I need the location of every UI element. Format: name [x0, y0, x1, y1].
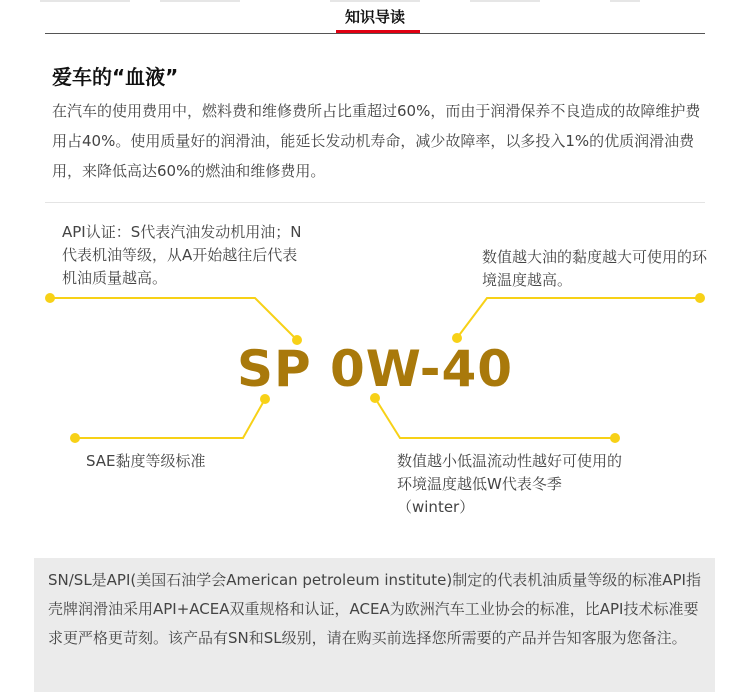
connector-api: [50, 298, 297, 340]
note-box: [34, 558, 715, 692]
section-heading: 爱车的“血液”: [52, 65, 179, 89]
callout-high-viscosity: 数值越大油的黏度越大可使用的环境温度越高。: [482, 248, 708, 289]
callout-api: API认证：S代表汽油发动机用油；N代表机油等级，从A开始越往后代表机油质量越高。: [62, 223, 302, 287]
connector-sae: [75, 399, 265, 438]
callout-winter: 数值越小低温流动性越好可使用的环境温度越低W代表冬季（winter）: [397, 452, 623, 516]
connector-high-viscosity: [457, 298, 700, 338]
callout-sae: SAE黏度等级标准: [86, 452, 206, 470]
dot-sae-end: [70, 433, 80, 443]
intro-paragraph: 在汽车的使用费用中，燃料费和维修费所占比重超过60%，而由于润滑保养不良造成的故障维护费用占40%。使用质量好的润滑油，能延长发动机寿命，减少故障率，以多投入1%的优质润滑油费用，来降低高达60%的燃油和维修费用。: [52, 102, 701, 180]
dot-high-viscosity-end: [695, 293, 705, 303]
header-title: 知识导读: [344, 8, 405, 26]
dot-api-end: [45, 293, 55, 303]
dot-winter-end: [610, 433, 620, 443]
note-text: SN/SL是API(美国石油学会American petroleum institute)制定的代表机油质量等级的标准API指壳牌润滑油采用API+ACEA双重规格和认证，ACEA为欧洲汽车工业协会的标准，比API技术标准要求更严格更苛刻。该产品有SN和SL级别，请在购买前选择您所需要的产品并告知客服为您备注。: [48, 571, 701, 647]
connector-winter: [375, 398, 615, 438]
oil-grade: SP 0W-40: [236, 340, 514, 398]
